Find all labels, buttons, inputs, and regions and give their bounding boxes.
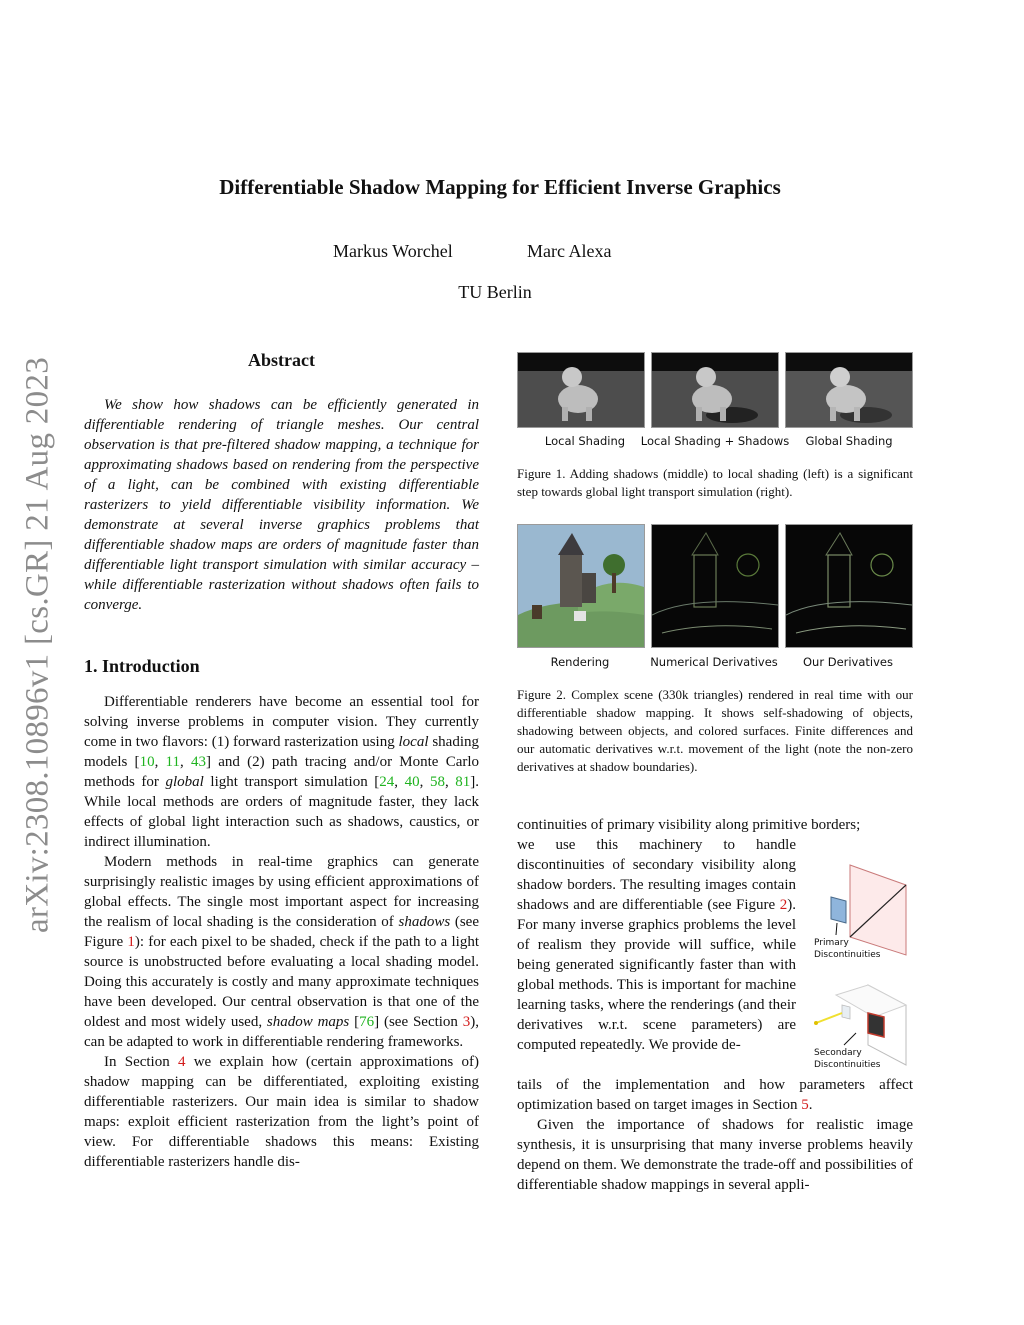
figure2-label: Rendering bbox=[550, 655, 610, 669]
figure1-image-global-shading bbox=[785, 352, 913, 428]
citation-link[interactable]: 58 bbox=[429, 774, 445, 790]
citation-link[interactable]: 43 bbox=[190, 754, 206, 770]
abstract-heading: Abstract bbox=[248, 350, 315, 370]
discontinuities-diagram bbox=[806, 855, 916, 1070]
figure1-label: Local Shading + Shadows bbox=[640, 434, 790, 448]
figure-ref-link[interactable]: 1 bbox=[127, 934, 135, 950]
section-ref-link[interactable]: 3 bbox=[462, 1014, 471, 1030]
citation-link[interactable]: 40 bbox=[404, 774, 420, 790]
primary-discontinuities-label: Primary Discontinuities bbox=[814, 938, 881, 960]
figure2-label: Our Derivatives bbox=[802, 655, 893, 669]
figure2-label: Numerical Derivatives bbox=[650, 655, 778, 669]
paragraph: Differentiable renderers have become an essential tool for solving inverse problems in computer vision. They currently come in two flavors: (1) forward rasterization using local shading models [10, 11, 43] and (2) path tracing and/or Monte Carlo methods for global light transport simulation [24, 40, 58, 81]. While local methods are orders of magnitude faster, they lack effects of global light interaction such as shadows, caustics, or indirect illumination. bbox=[84, 694, 480, 850]
author-name: Markus Worchel bbox=[333, 241, 453, 261]
affiliation: TU Berlin bbox=[458, 282, 532, 302]
figure2-image-our-derivatives bbox=[785, 524, 913, 648]
figure1-label: Local Shading bbox=[544, 434, 626, 448]
citation-link[interactable]: 24 bbox=[379, 774, 395, 790]
arxiv-stamp: arXiv:2308.10896v1 [cs.GR] 21 Aug 2023 bbox=[19, 356, 56, 934]
intro-column bbox=[84, 692, 479, 1172]
citation-link[interactable]: 76 bbox=[359, 1014, 375, 1030]
citation-link[interactable]: 11 bbox=[165, 754, 180, 770]
citation-link[interactable]: 81 bbox=[455, 774, 471, 790]
section-heading: 1. Introduction bbox=[84, 656, 200, 676]
section-ref-link[interactable]: 4 bbox=[177, 1054, 186, 1070]
paragraph: tails of the implementation and how parameters affect optimization based on target images in Section 5. Given the importance of shadows for realistic image synthesis, it is unsurprising that many inverse problems heavily depend on them. We demonstrate the trade-off and possibilities of differentiable shadow mappings in several appli- bbox=[517, 1077, 913, 1193]
inset-figure-discontinuities bbox=[806, 855, 916, 1070]
figure1-label: Global Shading bbox=[805, 434, 893, 448]
figure1-caption: Figure 1. Adding shadows (middle) to local shading (left) is a significant step towards global light transport simulation (right). bbox=[517, 466, 913, 499]
figure2-caption: Figure 2. Complex scene (330k triangles) rendered in real time with our differentiable shadow mapping. It shows self-shadowing of objects, shadowing between objects, and colored surfaces. Finite differences and our automatic derivatives w.r.t. movement of the light (note the non-zero derivatives at shadow boundaries). bbox=[517, 687, 913, 774]
paragraph-line: continuities of primary visibility along primitive borders; bbox=[517, 817, 861, 833]
citation-link[interactable]: 10 bbox=[139, 754, 155, 770]
abstract-text: We show how shadows can be efficiently generated in differentiable rendering of triangle meshes. Our central observation is that pre-filtered shadow mapping, a technique for approximating shadows based on rendering from the perspective of a light, can be combined with existing differentiable rasterizers to yield differentiable visibility information. We demonstrate at several inverse graphics problems that differentiable shadow maps are orders of magnitude faster than differentiable light transport simulation with similar accuracy – while differentiable rasterization without shadows often fails to converge. bbox=[84, 397, 479, 613]
figure-ref-link[interactable]: 2 bbox=[779, 897, 788, 913]
secondary-discontinuities-label: Secondary Discontinuities bbox=[814, 1048, 881, 1070]
figure1-image-local-shading-shadows bbox=[651, 352, 779, 428]
paragraph: Given the importance of shadows for realistic image synthesis, it is unsurprising that many inverse problems heavily depend on them. We demonstrate the trade-off and possibilities of differentiable shadow mappings in several appli- bbox=[517, 1117, 913, 1193]
figure1-image-local-shading bbox=[517, 352, 645, 428]
author-name: Marc Alexa bbox=[527, 241, 612, 261]
paragraph: In Section 4 we explain how (certain approximations of) shadow mapping can be differentiated, exploiting existing differentiable rasterizers. Our main idea is similar to shadow maps: exploit efficient rasterization from the light’s point of view. For differentiable shadows this means: Existing differentiable rasterizers handle dis- bbox=[84, 1054, 479, 1170]
paragraph: we use this machinery to handle discontinuities of secondary visibility along shadow borders. The resulting images contain shadows and are differentiable (see Figure 2). For many inverse graphics problems the level of realism they provide will suffice, while being generated significantly faster than with global methods. This is important for machine learning tasks, where the renderings (and their derivatives w.r.t. scene parameters) are computed repeatedly. We provide de- bbox=[517, 837, 796, 1053]
figure2-image-rendering bbox=[517, 524, 645, 648]
paragraph: Modern methods in real-time graphics can generate surprisingly realistic images by using efficient approximations of global effects. The single most important aspect for increasing the realism of local shading is the consideration of shadows (see Figure 1): for each pixel to be shaded, check if the path to a light source is unobstructed before evaluating a local shading model. Doing this accurately is costly and many approximate techniques have been developed. Our central observation is that one of the oldest and most widely used, shadow maps [76] (see Section 3), can be adapted to work in differentiable rendering frameworks. bbox=[84, 854, 480, 1050]
paper-title: Differentiable Shadow Mapping for Efficient Inverse Graphics bbox=[219, 175, 781, 199]
figure2-image-numerical-derivatives bbox=[651, 524, 779, 648]
section-ref-link[interactable]: 5 bbox=[801, 1097, 809, 1113]
